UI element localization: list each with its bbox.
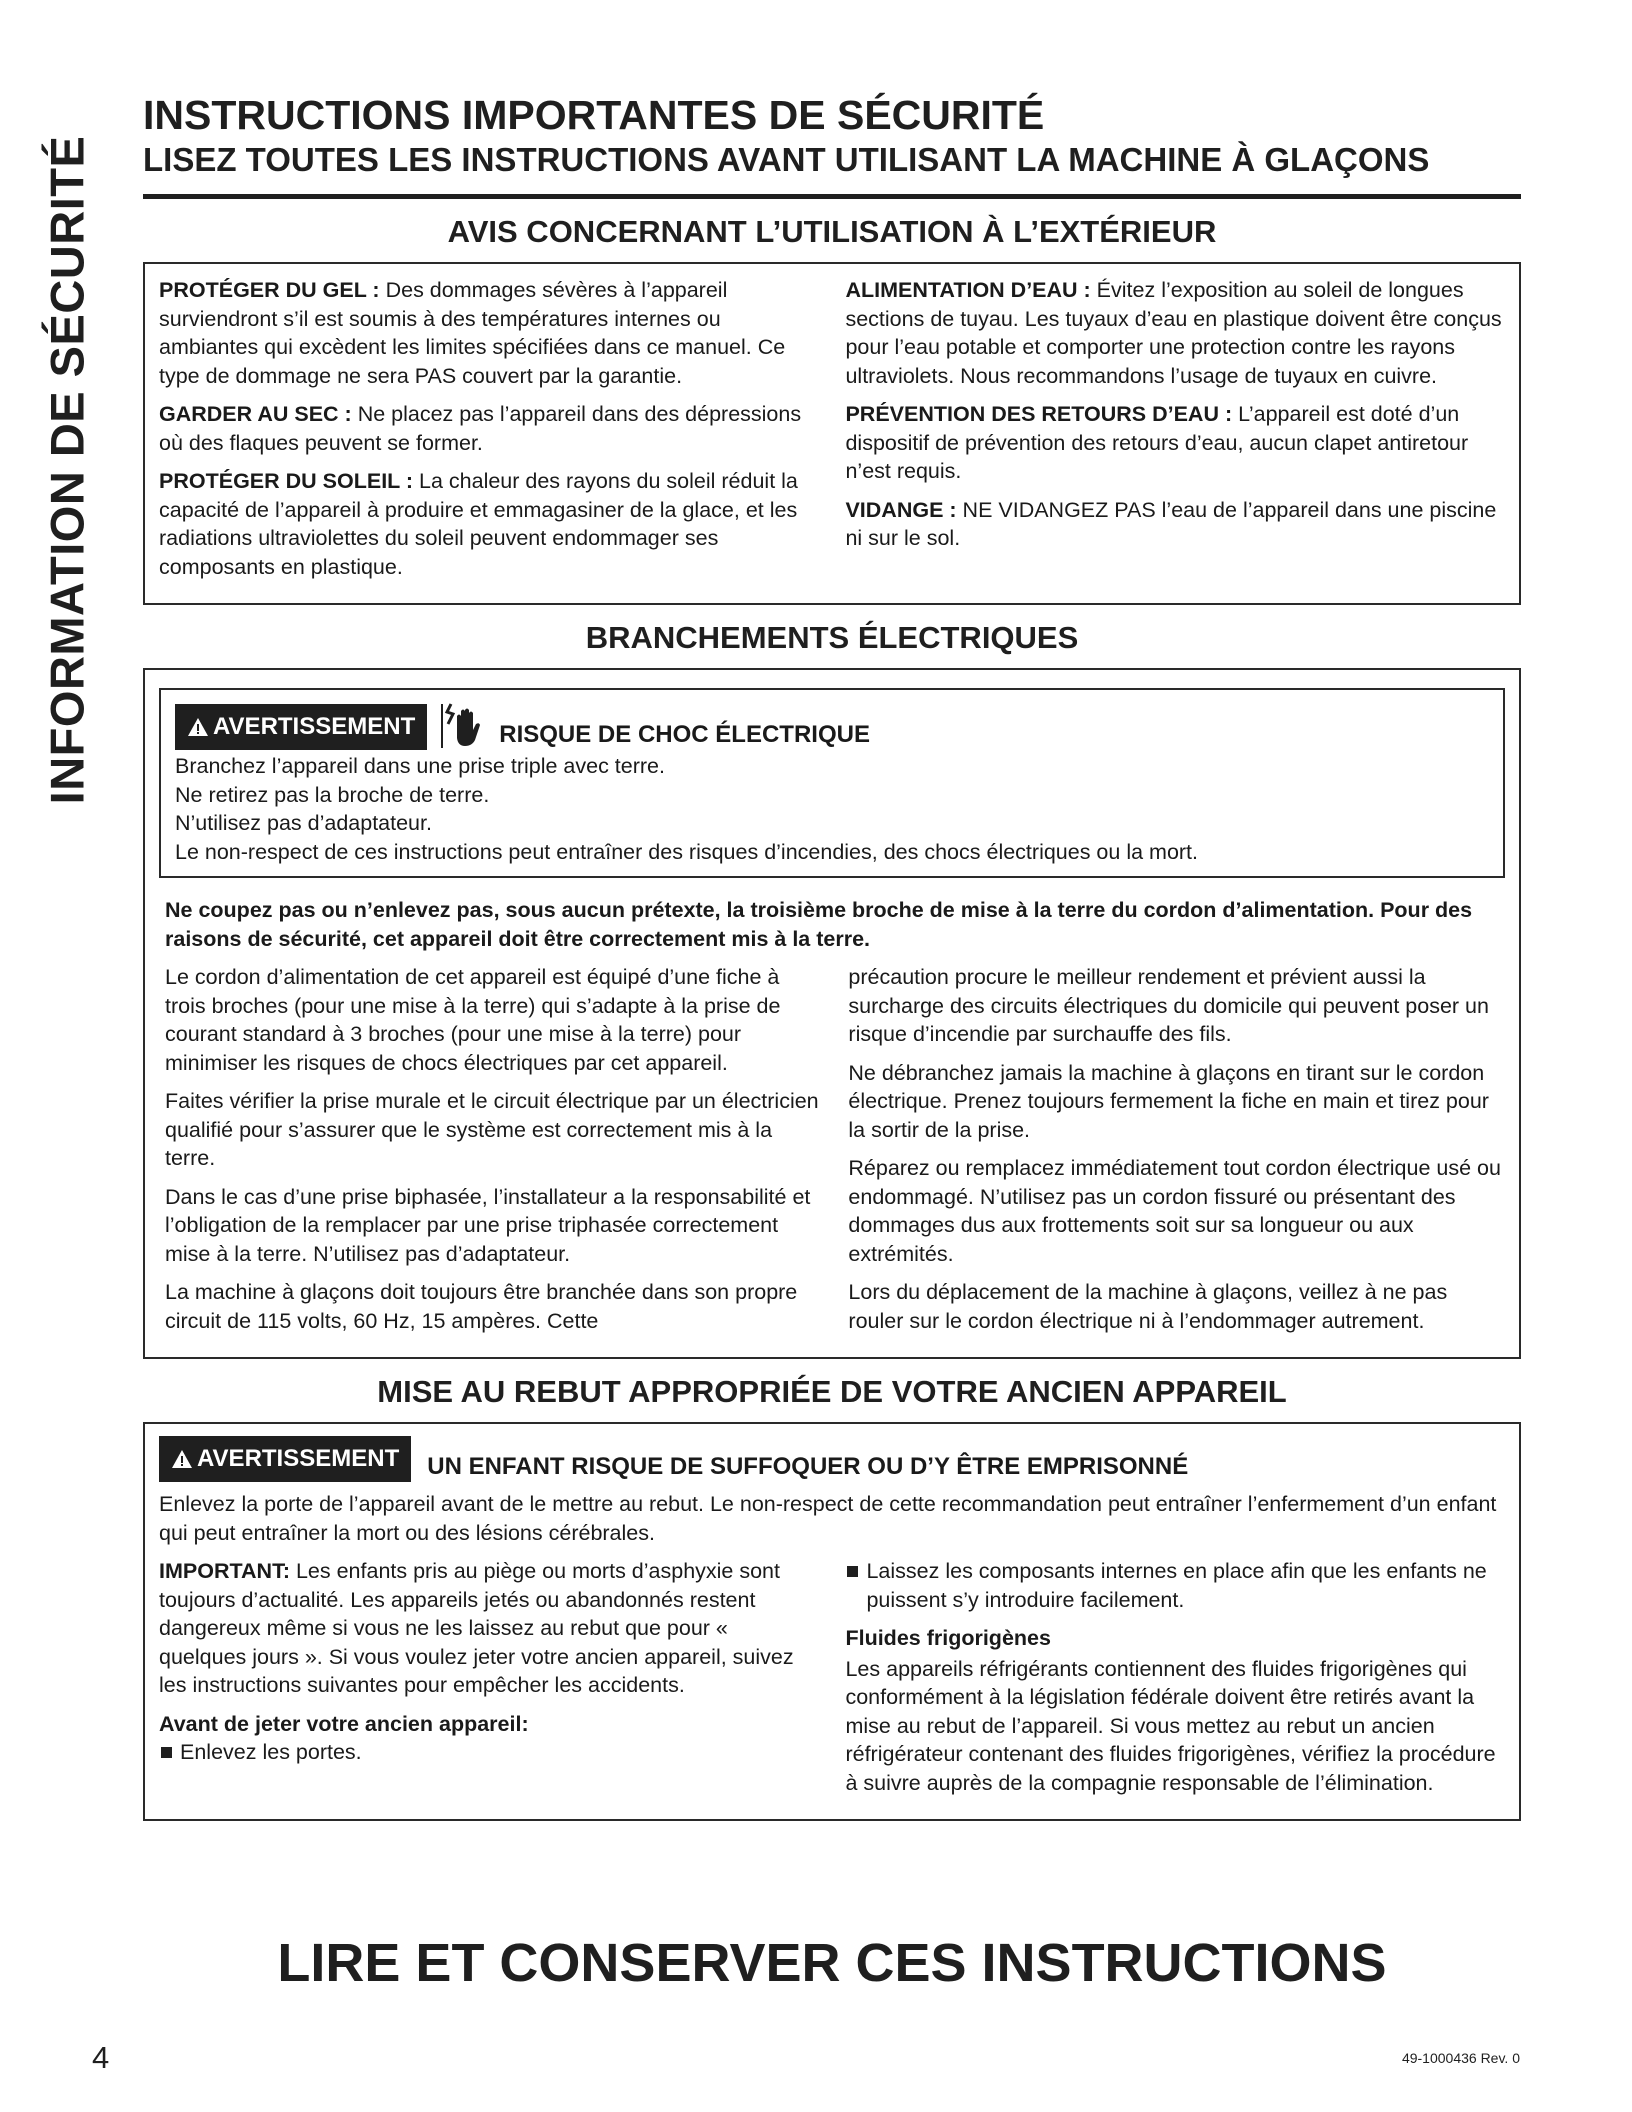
disposal-left-column [159,1557,819,1807]
disposal-section-title: MISE AU REBUT APPROPRIÉE DE VOTRE ANCIEN APPAREIL [377,1374,1287,1409]
outdoor-paragraph: PROTÉGER DU GEL : Des dommages sévères à l’appareil surviendront s’il est soumis à des températures internes ou ambiantes qui excèdent les limites spécifiées dans ce manuel. Ce type de dommage ne sera PAS couvert par la garantie. [159,278,786,388]
footer-title: LIRE ET CONSERVER CES INSTRUCTIONS [277,1933,1387,1993]
warning-badge: AVERTISSEMENT [175,704,427,750]
side-tab [36,100,98,840]
warning-triangle-icon [171,1449,193,1469]
outdoor-left-column [159,276,819,591]
electrical-warning-box [159,688,1505,878]
list-item: Laissez les composants internes en place afin que les enfants ne puissent s’y introduire facilement. [845,1557,1505,1614]
fluids-paragraph: Les appareils réfrigérants contiennent des fluides frigorigènes qui conformément à la législation fédérale doivent être retirés avant la mise au rebut de l’appareil. Si vous mettez au rebut un ancien réfrigérateur contenant des fluides frigorigènes, vérifiez la procédure à suivre auprès de la compagnie responsable de l’élimination. [845,1656,1496,1795]
electrical-left-column [165,963,822,1345]
electrical-paragraph: La machine à glaçons doit toujours être branchée dans son propre circuit de 115 volts, 60 Hz, 15 ampères. Cette [165,1280,798,1333]
disposal-box [143,1422,1521,1821]
electrical-warning-lines [175,752,1489,866]
warning-line: Ne retirez pas la broche de terre. [175,782,490,807]
page-subtitle: LISEZ TOUTES LES INSTRUCTIONS AVANT UTILISANT LA MACHINE À GLAÇONS [143,141,1430,178]
disposal-intro: Enlevez la porte de l’appareil avant de le mettre au rebut. Le non-respect de cette recommandation peut entraîner l’enfermement d’un enfant qui peut entraîner la mort ou des lésions cérébrales. [159,1492,1497,1545]
outdoor-paragraph: PROTÉGER DU SOLEIL : La chaleur des rayons du soleil réduit la capacité de l’appareil à produire et emmagasiner de la glace, et les radiations ultraviolettes du soleil peuvent endommager ses composants en plastique. [159,469,798,579]
side-tab-label: INFORMATION DE SÉCURITÉ [40,135,94,805]
electrical-paragraph: Le cordon d’alimentation de cet appareil est équipé d’une fiche à trois broches (pour une mise à la terre) qui s’adapte à la prise de courant standard à 3 broches (pour une mise à la terre) pour minimiser les risques de chocs électriques par cet appareil. [165,965,781,1075]
electrical-paragraph: Dans le cas d’une prise biphasée, l’installateur a la responsabilité et l’obligation de la remplacer par une prise triphasée correctement mise à la terre. N’utilisez pas d’adaptateur. [165,1184,811,1266]
outdoor-paragraph: GARDER AU SEC : Ne placez pas l’appareil dans des dépressions où des flaques peuvent se former. [159,402,802,455]
outdoor-right-column [845,276,1505,591]
outdoor-paragraph: VIDANGE : NE VIDANGEZ PAS l’eau de l’appareil dans une piscine ni sur le sol. [845,497,1497,550]
warning-badge: AVERTISSEMENT [159,1436,411,1482]
outdoor-paragraph: ALIMENTATION D’EAU : Évitez l’exposition au soleil de longues sections de tuyau. Les tuyaux d’eau en plastique doivent être conçus pour l’eau potable et comporter une protection contre les rayons ultraviolets. Nous recommandons l’usage de tuyaux en cuivre. [845,278,1502,388]
disposal-warning-title: UN ENFANT RISQUE DE SUFFOQUER OU D’Y ÊTRE EMPRISONNÉ [427,1453,1189,1480]
outdoor-box [143,262,1521,605]
fluids-heading: Fluides frigorigènes [845,1626,1051,1650]
list-item: Enlevez les portes. [159,1738,819,1767]
electrical-section-title: BRANCHEMENTS ÉLECTRIQUES [585,620,1079,655]
electrical-right-column [848,963,1505,1345]
document-id: 49-1000436 Rev. 0 [1401,2050,1520,2066]
electric-shock-hand-icon [439,702,485,750]
electrical-box [143,668,1521,1359]
page-number: 4 [92,2040,110,2075]
electrical-paragraph: Ne débranchez jamais la machine à glaçons en tirant sur le cordon électrique. Prenez toujours fermement la fiche en main et tirez pour la sortir de la prise. [848,1060,1489,1142]
warning-triangle-icon [187,717,209,737]
warning-line: N’utilisez pas d’adaptateur. [175,811,432,835]
electrical-warning-title: RISQUE DE CHOC ÉLECTRIQUE [499,721,870,748]
disposal-right-column [845,1557,1505,1807]
warning-line: Le non-respect de ces instructions peut entraîner des risques d’incendies, des chocs électriques ou la mort. [175,839,1199,864]
bullet-square-icon [161,1747,172,1758]
electrical-paragraph: Faites vérifier la prise murale et le circuit électrique par un électricien qualifié pour s’assurer que le système est correctement mis à la terre. [165,1089,819,1170]
grounding-notice: Ne coupez pas ou n’enlevez pas, sous aucun prétexte, la troisième broche de mise à la terre du cordon d’alimentation. Pour des raisons de sécurité, cet appareil doit être correctement mis à la terre. [165,898,1473,951]
main-content [143,92,1521,1821]
electrical-paragraph: Réparez ou remplacez immédiatement tout cordon électrique usé ou endommagé. N’utilisez pas un cordon fissuré ou présentant des dommages dus aux frottements soit sur sa longueur ou aux extrémités. [848,1156,1501,1266]
important-paragraph: IMPORTANT: Les enfants pris au piège ou morts d’asphyxie sont toujours d’actualité. Les appareils jetés ou abandonnés restent dangereux même si vous ne les laissez au rebut que pour « quelques jours ». Si vous voulez jeter votre ancien appareil, suivez les instructions suivantes pour empêcher les accidents. [159,1559,794,1697]
title-rule [143,194,1521,199]
bullet-square-icon [847,1566,858,1577]
electrical-paragraph: Lors du déplacement de la machine à glaçons, veillez à ne pas rouler sur le cordon électrique ni à l’endommager autrement. [848,1280,1448,1333]
warning-line: Branchez l’appareil dans une prise triple avec terre. [175,754,665,778]
before-disposal-heading: Avant de jeter votre ancien appareil: [159,1711,529,1736]
electrical-paragraph: précaution procure le meilleur rendement et prévient aussi la surcharge des circuits électriques du domicile qui peuvent poser un risque d’incendie par surchauffe des fils. [848,965,1489,1046]
outdoor-paragraph: PRÉVENTION DES RETOURS D’EAU : L’appareil est doté d’un dispositif de prévention des retours d’eau, aucun clapet antiretour n’est requis. [845,402,1469,483]
outdoor-section-title: AVIS CONCERNANT L’UTILISATION À L’EXTÉRIEUR [447,214,1217,249]
page-title: INSTRUCTIONS IMPORTANTES DE SÉCURITÉ [143,92,1045,138]
